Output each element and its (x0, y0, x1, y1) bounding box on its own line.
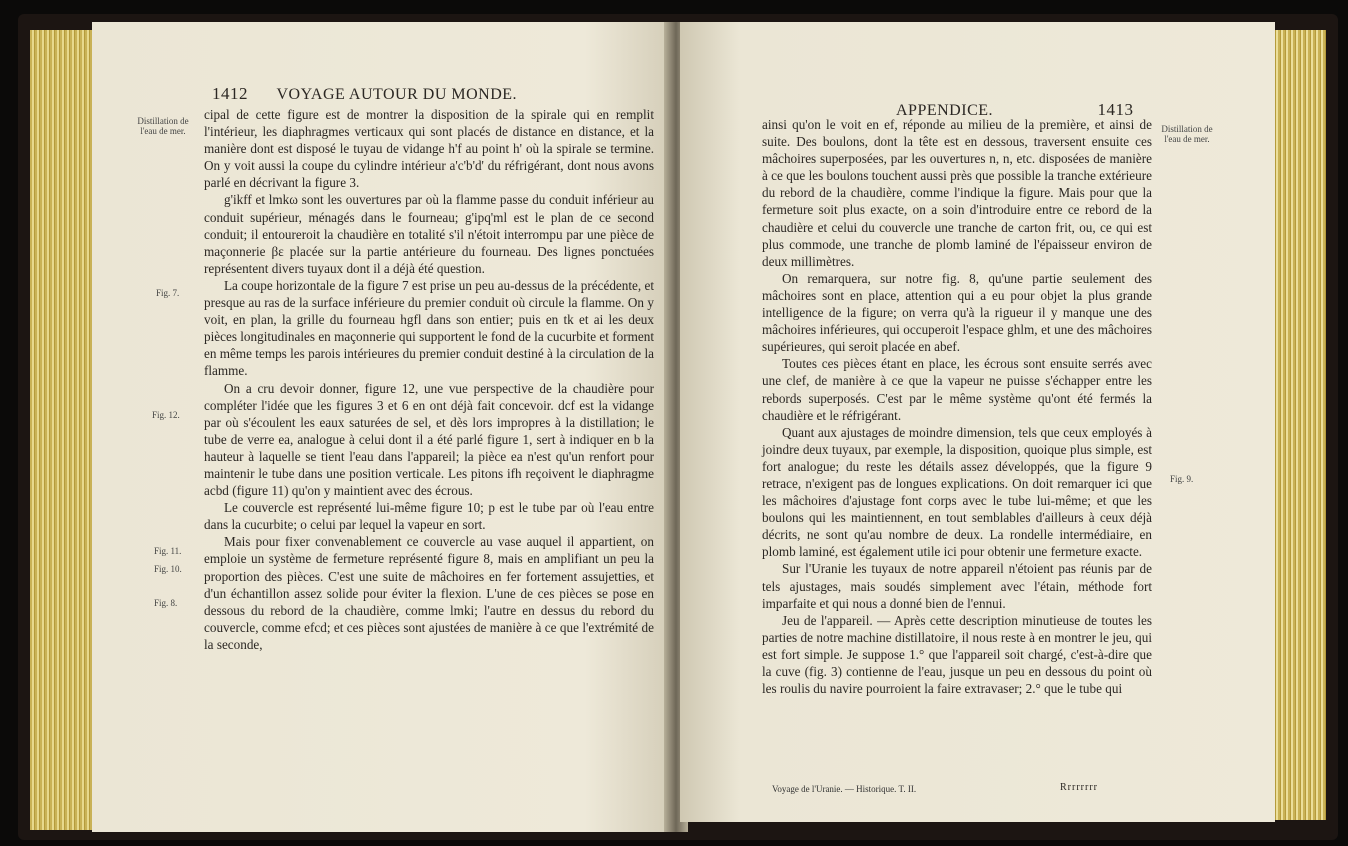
left-paragraph: cipal de cette figure est de montrer la disposition de la spirale qui en remplit l'intérieur, les diaphragmes verticaux qui sont placés de distance en distance, et la manière dont est disposé le tuyau de vidange h'f au point h' où la spirale se termine. On y voit aussi la coupe du cylindre intérieur a'c'b'd' du réfrigérant, dont nous avons parlé en décrivant la figure 3. (204, 107, 654, 191)
right-running-head: APPENDICE. (896, 102, 994, 119)
right-page (680, 22, 1275, 822)
right-body-text (762, 116, 1152, 697)
left-body-text (204, 106, 654, 653)
right-paragraph: Quant aux ajustages de moindre dimension, tels que ceux employés à joindre deux tuyaux, par exemple, la disposition, quoique plus simple, est fort analogue; du reste les détails assez développés, que la figure 9 retrace, n'exigent pas de longues explications. On doit remarquer ici que les mâchoires d'ajustage font corps avec le tube lui-même; et que les boulons qui les maintiennent, en tout semblables d'ailleurs à ceux déjà décrits, ne sont qu'au nombre de deux. La rondelle intermédiaire, en plomb laminé, est également utile ici pour obtenir une fermeture exacte. (762, 424, 1152, 560)
right-footer: Voyage de l'Uranie. — Historique. T. II. (772, 784, 917, 794)
left-running-head: VOYAGE AUTOUR DU MONDE. (276, 86, 518, 103)
fig-label-12: Fig. 12. (152, 410, 180, 420)
left-margin-note: Distillation de l'eau de mer. (137, 116, 189, 136)
fig-label-11: Fig. 11. (154, 546, 182, 556)
signature-mark: Rrrrrrrr (1060, 782, 1098, 793)
left-page (92, 22, 672, 832)
left-page-number: 1412 (212, 84, 248, 103)
right-paragraph: ainsi qu'on le voit en ef, réponde au milieu de la première, et ainsi de suite. Des boulons, dont la tête est en dessous, traversent ensuite ces mâchoires superposées, par les ouvertures n, n, etc. disposées de manière à ce que les boulons touchent aussi près que possible la tranche extérieure du rebord de la chaudière, comme l'indique la figure. Mais pour que la fermeture soit plus exacte, on a soin d'introduire entre ce rebord de la chaudière et celui du couvercle une tranche de carton frit, ou, ce qui est plus commode, une tranche de plomb laminé de l'épaisseur environ de deux millimètres. (762, 117, 1152, 269)
left-paragraph: La coupe horizontale de la figure 7 est prise un peu au-dessus de la précédente, et presque au ras de la surface inférieure du premier conduit où circule la flamme. On y voit, en plan, la grille du fourneau hgfl dans son entier; puis en tk et ai les deux pièces longitudinales en maçonnerie qui supportent le fond de la cucurbite et forment en même temps les parois intérieures du premier conduit destiné à la circulation de la flamme. (204, 277, 654, 379)
fig-label-9: Fig. 9. (1170, 474, 1194, 484)
right-paragraph: Sur l'Uranie les tuyaux de notre appareil n'étoient pas réunis par de tels ajustages, mais soudés simplement avec l'étain, méthode fort imparfaite et qui nous a donné bien de l'ennui. (762, 561, 1152, 611)
right-margin-note: Distillation de l'eau de mer. (1161, 124, 1213, 144)
left-paragraph: Mais pour fixer convenablement ce couvercle au vase auquel il appartient, on emploie un système de fermeture représenté figure 8, mais en amplifiant un peu la proportion des pièces. C'est une suite de mâchoires en fer fortement assujetties, et d'un échantillon assez solide pour éviter la flexion. L'une de ces pièces se pose en dessous du rebord de la chaudière, comme lmki; l'autre en dessus du rebord du couvercle, comme efcd; et ces pièces sont ajustées de manière à ce que l'extrémité de la seconde, (204, 534, 654, 652)
page-edges-left (30, 30, 100, 830)
fig-label-8: Fig. 8. (154, 598, 178, 608)
left-paragraph: On a cru devoir donner, figure 12, une vue perspective de la chaudière pour compléter l'idée que les figures 3 et 6 en ont déjà fait concevoir. dcf est la vidange par où s'écoulent les eaux saturées de sel, et dès lors impropres à la distillation; le tube de verre ea, analogue à celui dont il a été parlé figure 1, sert à indiquer en b la hauteur à laquelle se tient l'eau dans l'appareil; la pièce ea n'est qu'un renfort pour maintenir le tube dans une position verticale. Les pitons ifh reçoivent le diaphragme acbd (figure 11) qu'on y maintient avec des écrous. (204, 380, 654, 499)
right-page-number: 1413 (1097, 100, 1134, 119)
right-paragraph: Toutes ces pièces étant en place, les écrous sont ensuite serrés avec une clef, de manière à ce que la vapeur ne puisse s'échapper entre les rebords superposés. C'est par le même système qu'ont été fermés la chaudière et le réfrigérant. (762, 356, 1152, 423)
left-running-header (212, 84, 517, 104)
left-paragraph: Le couvercle est représenté lui-même figure 10; p est le tube par où l'eau entre dans la cucurbite; o celui par lequel la vapeur en sort. (204, 500, 654, 533)
fig-label-10: Fig. 10. (154, 564, 182, 574)
right-paragraph: Jeu de l'appareil. — Après cette description minutieuse de toutes les parties de notre machine distillatoire, il nous reste à en montrer le jeu, qui est fort simple. Je suppose 1.° que l'appareil soit chargé, c'est-à-dire que la cuve (fig. 3) contienne de l'eau, jusque un peu en dessous du point où les roulis du navire pourroient la faire extravaser; 2.° que le tube qui (762, 612, 1152, 697)
fig-label-7: Fig. 7. (156, 288, 180, 298)
right-paragraph: On remarquera, sur notre fig. 8, qu'une partie seulement des mâchoires sont en place, attention qui a eu pour objet la plus grande intelligence de la figure; on verra qu'à la rigueur il y manque une des mâchoires inférieures, qui occuperoit l'espace ghlm, et une des mâchoires supérieures, qui seroit placée en abef. (762, 270, 1152, 355)
left-paragraph: g'ikff et lmkω sont les ouvertures par où la flamme passe du conduit inférieur au conduit supérieur, ménagés dans le fourneau; g'ipq'ml est le plan de ce second conduit; il entoureroit la chaudière en totalité s'il n'étoit interrompu par une pièce de maçonnerie βε placée sur la partie antérieure du fourneau. Des lignes ponctuées représentent divers tuyaux dont il a déjà été question. (204, 192, 654, 276)
